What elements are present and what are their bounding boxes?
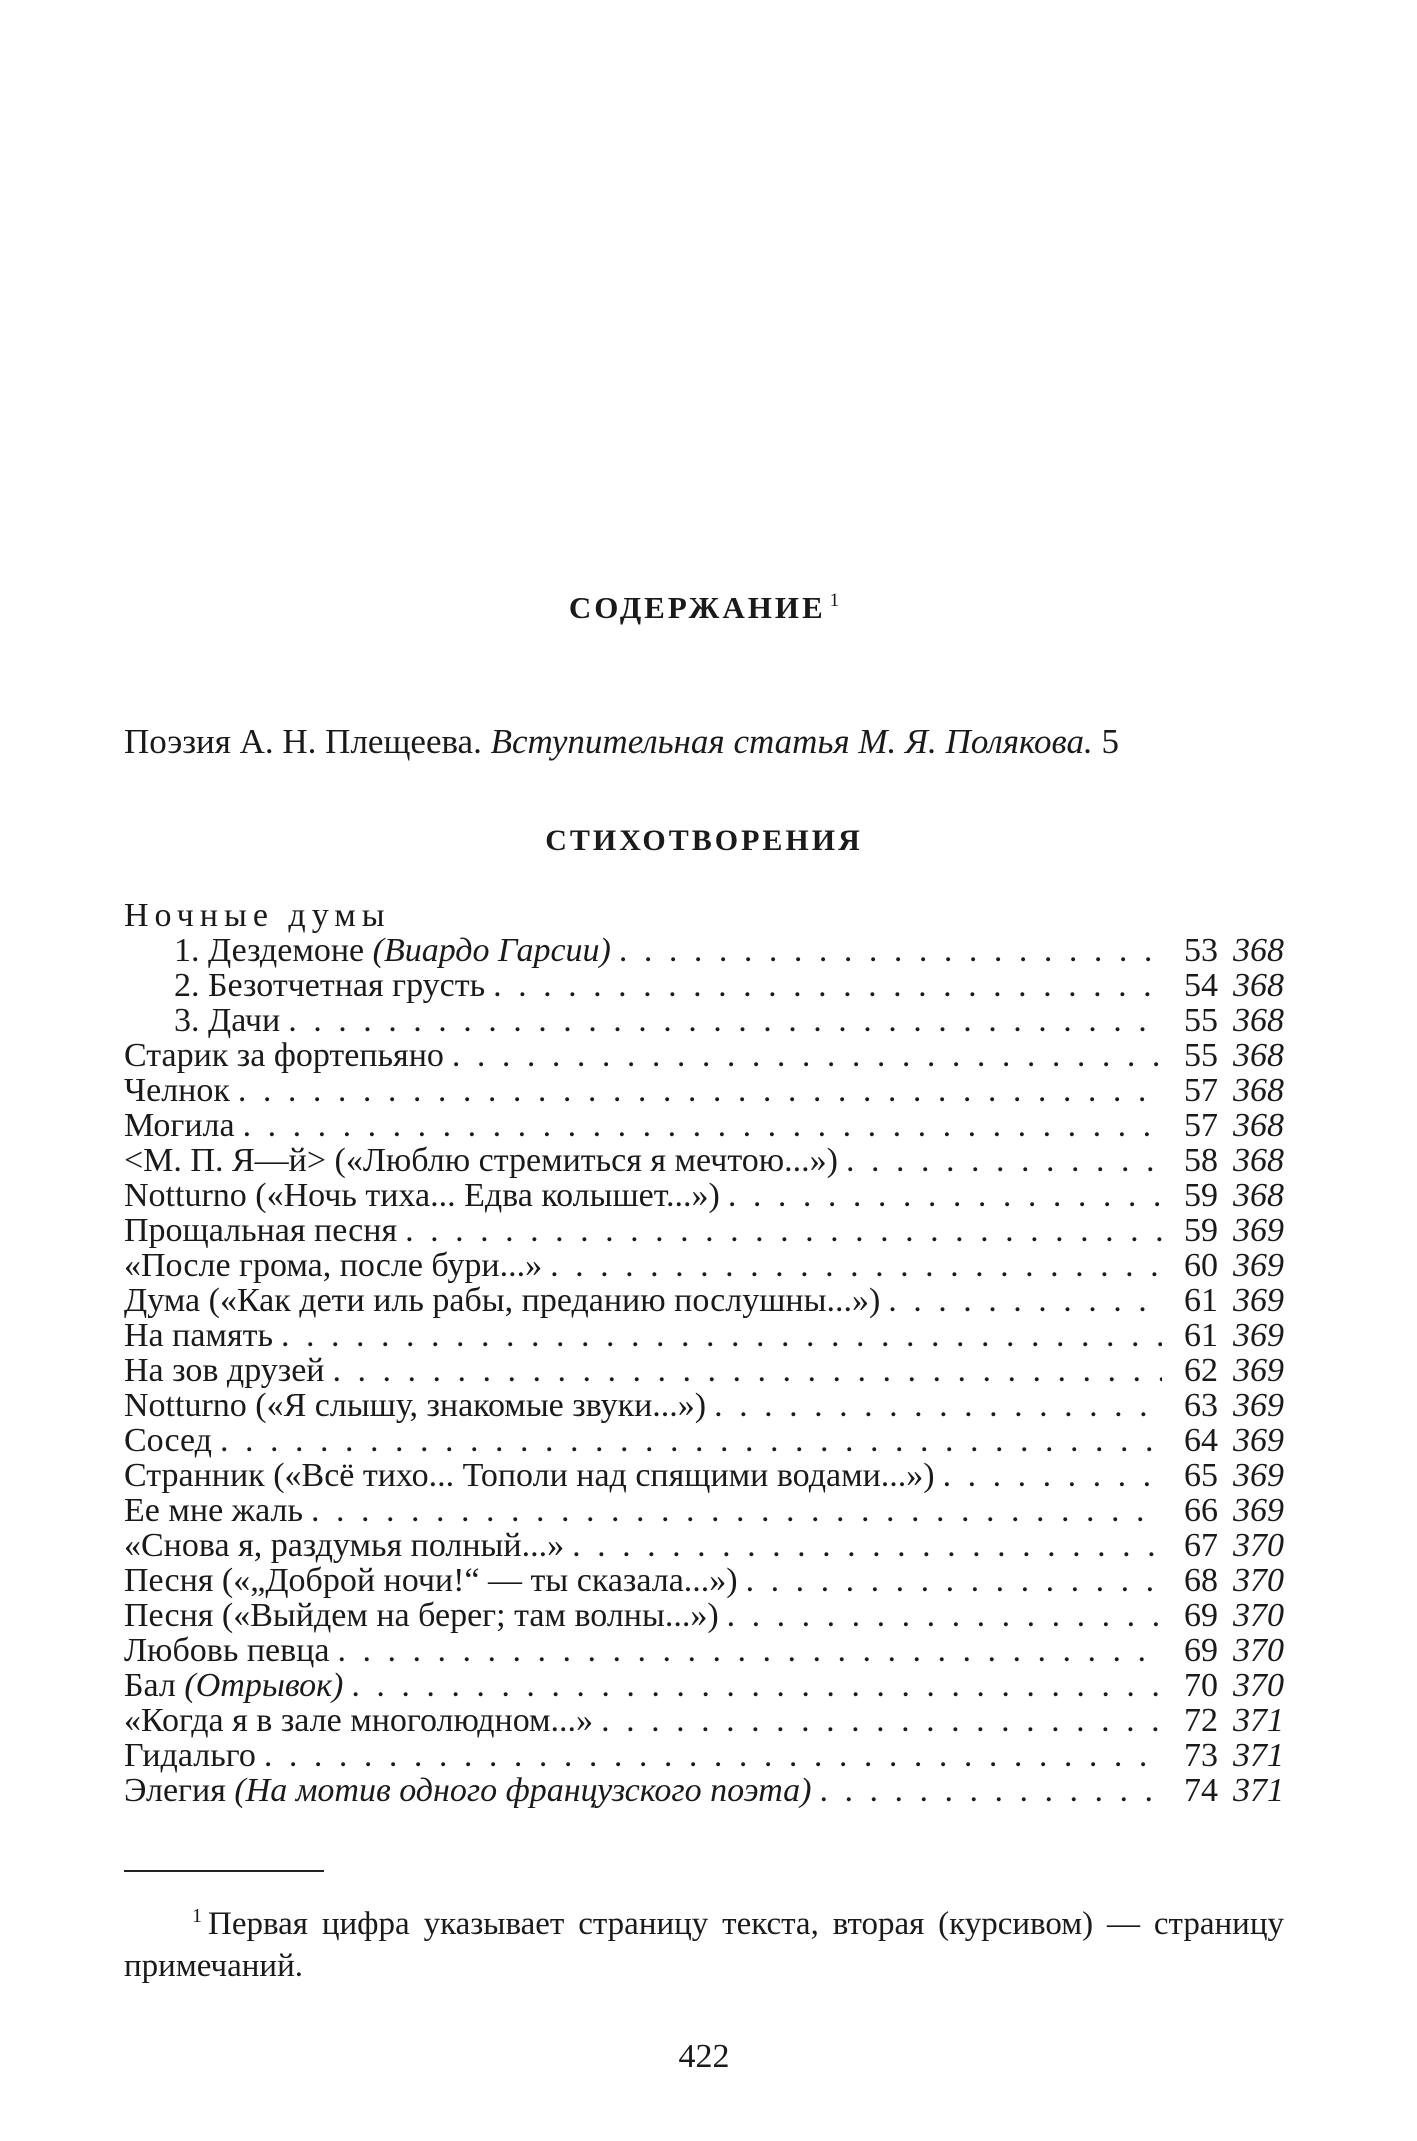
toc-entry	[124, 1248, 1284, 1283]
toc-entry-title	[124, 1003, 280, 1038]
toc-notes-page-number: 369	[1233, 1457, 1284, 1494]
toc-entry-title	[124, 1738, 256, 1773]
toc-leader-dots	[288, 1003, 1162, 1038]
toc-entry	[124, 1773, 1284, 1808]
toc-notes-page-number: 369	[1233, 1212, 1284, 1249]
toc-leader-dots	[727, 1598, 1162, 1633]
toc-entry	[124, 1423, 1284, 1458]
toc-entry-title	[124, 1213, 397, 1248]
toc-notes-page-number: 368	[1233, 1072, 1284, 1109]
toc-notes-page-number: 370	[1233, 1632, 1284, 1669]
toc-text-page-number: 53	[1184, 932, 1218, 969]
footnote-text: Первая цифра указывает страницу текста, вторая (курсивом) — страницу примечаний.	[124, 1906, 1284, 1984]
toc-leader-dots	[264, 1738, 1162, 1773]
toc-entry-title-text: Могила	[124, 1107, 235, 1144]
toc-entry	[124, 1703, 1284, 1738]
toc-entry-title	[124, 1178, 720, 1213]
toc-notes-page-number: 368	[1233, 967, 1284, 1004]
toc-notes-page-number: 369	[1233, 1387, 1284, 1424]
toc-notes-page-number: 368	[1233, 1107, 1284, 1144]
toc-entry-title	[124, 1458, 935, 1493]
toc-entry-title	[124, 1283, 880, 1318]
footnote-mark: 1	[192, 1905, 202, 1927]
toc-notes-page-number: 369	[1233, 1282, 1284, 1319]
toc-text-page-number: 74	[1184, 1772, 1218, 1809]
toc-leader-dots	[311, 1493, 1162, 1528]
toc-entry-title-text: Песня («„Доброй ночи!“ — ты сказала...»)	[124, 1562, 738, 1599]
toc-leader-dots	[728, 1178, 1162, 1213]
toc-entry-title-text: Дума («Как дети иль рабы, преданию послушны...»)	[124, 1282, 881, 1319]
toc-text-page-number: 57	[1184, 1107, 1218, 1144]
toc-notes-page-number: 371	[1233, 1737, 1284, 1774]
toc-entry-title	[124, 1493, 303, 1528]
toc-text-page-number: 67	[1184, 1527, 1218, 1564]
title-text: СОДЕРЖАНИЕ	[568, 590, 826, 625]
toc-entry	[124, 1143, 1284, 1178]
toc-entry	[124, 1108, 1284, 1143]
toc-notes-page-number: 368	[1233, 1037, 1284, 1074]
toc-entry-title-text: 2. Безотчетная грусть	[174, 967, 486, 1004]
toc-notes-page-number: 368	[1233, 932, 1284, 969]
toc-entry	[124, 933, 1284, 968]
toc-entry-title-text: Старик за фортепьяно	[124, 1037, 444, 1074]
book-page	[124, 0, 1284, 2141]
toc-leader-dots	[819, 1773, 1162, 1808]
toc-text-page-number: 58	[1184, 1142, 1218, 1179]
toc-entry-title	[124, 1248, 542, 1283]
toc-entry	[124, 1283, 1284, 1318]
toc-entry-title-text: Песня («Выйдем на берег; там волны...»)	[124, 1597, 719, 1634]
toc-text-page-number: 57	[1184, 1072, 1218, 1109]
toc-entry-title	[124, 1563, 738, 1598]
toc-leader-dots	[493, 968, 1162, 1003]
toc-text-page-number: 68	[1184, 1562, 1218, 1599]
toc-leader-dots	[846, 1143, 1162, 1178]
toc-entry-title	[124, 1143, 838, 1178]
toc-leader-dots	[243, 1108, 1162, 1143]
toc-entry	[124, 1598, 1284, 1633]
toc-entry	[124, 1073, 1284, 1108]
toc-text-page-number: 55	[1184, 1002, 1218, 1039]
toc-entry-title	[124, 1353, 325, 1388]
title-footnote-mark: 1	[829, 590, 840, 611]
footnote	[124, 1895, 1284, 1987]
toc-entry-title	[124, 1038, 444, 1073]
toc-leader-dots	[714, 1388, 1162, 1423]
toc-leader-dots	[238, 1073, 1162, 1108]
intro-page-number: 5	[1101, 722, 1119, 761]
toc-notes-page-number: 370	[1233, 1562, 1284, 1599]
toc-entry-title-text: Любовь певца	[124, 1632, 330, 1669]
toc-notes-page-number: 371	[1233, 1702, 1284, 1739]
toc-notes-page-number: 369	[1233, 1247, 1284, 1284]
toc-entry	[124, 968, 1284, 1003]
toc-entry-title	[124, 1318, 273, 1353]
toc-entry-title-italic: (Виардо Гарсии)	[372, 932, 611, 969]
toc-text-page-number: 59	[1184, 1212, 1218, 1249]
toc-entry-title-text: На зов друзей	[124, 1352, 325, 1389]
toc-entry-title	[124, 1598, 719, 1633]
toc-entry-title-text: «Когда я в зале многолюдном...»	[124, 1702, 594, 1739]
toc-notes-page-number: 368	[1233, 1177, 1284, 1214]
toc-notes-page-number: 369	[1233, 1317, 1284, 1354]
intro-entry	[124, 718, 1284, 766]
toc-leader-dots	[351, 1668, 1162, 1703]
toc-text-page-number: 65	[1184, 1457, 1218, 1494]
page-title	[124, 590, 1284, 626]
toc-notes-page-number: 370	[1233, 1527, 1284, 1564]
toc-notes-page-number: 369	[1233, 1422, 1284, 1459]
toc-entry-title	[124, 1073, 230, 1108]
toc-text-page-number: 54	[1184, 967, 1218, 1004]
toc-text-page-number: 70	[1184, 1667, 1218, 1704]
table-of-contents	[124, 898, 1284, 1808]
toc-leader-dots	[337, 1633, 1162, 1668]
toc-text-page-number: 55	[1184, 1037, 1218, 1074]
toc-entry	[124, 1038, 1284, 1073]
toc-entry-title-text: «Снова я, раздумья полный...»	[124, 1527, 565, 1564]
toc-entry-title	[124, 1423, 212, 1458]
toc-leader-dots	[333, 1353, 1163, 1388]
toc-notes-page-number: 368	[1233, 1142, 1284, 1179]
toc-text-page-number: 60	[1184, 1247, 1218, 1284]
toc-entry-title-text: 1. Дездемоне	[174, 932, 373, 969]
toc-entry-title-text: Челнок	[124, 1072, 230, 1109]
section-title: СТИХОТВОРЕНИЯ	[545, 824, 863, 857]
toc-entry	[124, 1563, 1284, 1598]
toc-leader-dots	[405, 1213, 1162, 1248]
toc-entry	[124, 1318, 1284, 1353]
toc-entry-title	[124, 933, 611, 968]
footnote-divider	[124, 1870, 324, 1872]
toc-text-page-number: 66	[1184, 1492, 1218, 1529]
toc-entry-title-text: Ее мне жаль	[124, 1492, 304, 1529]
toc-entry	[124, 1213, 1284, 1248]
toc-entry-title-text: Сосед	[124, 1422, 212, 1459]
toc-text-page-number: 69	[1184, 1597, 1218, 1634]
toc-entry-title	[124, 1668, 343, 1703]
toc-leader-dots	[601, 1703, 1162, 1738]
toc-entry-title-text: «После грома, после бури...»	[124, 1247, 543, 1284]
toc-entry-title	[124, 1773, 811, 1808]
toc-entry-title-italic: (На мотив одного французского поэта)	[234, 1772, 812, 1809]
toc-text-page-number: 73	[1184, 1737, 1218, 1774]
toc-leader-dots	[452, 1038, 1162, 1073]
toc-text-page-number: 59	[1184, 1177, 1218, 1214]
toc-entry-title	[124, 1388, 706, 1423]
toc-text-page-number: 72	[1184, 1702, 1218, 1739]
toc-entry-title	[124, 1703, 593, 1738]
toc-entry-title	[124, 1528, 564, 1563]
toc-text-page-number: 62	[1184, 1352, 1218, 1389]
toc-entry-title-italic: (Отрывок)	[184, 1667, 344, 1704]
toc-entry-title-text: Элегия	[124, 1772, 235, 1809]
toc-entry-title	[124, 1108, 235, 1143]
toc-leader-dots	[943, 1458, 1162, 1493]
toc-notes-page-number: 371	[1233, 1772, 1284, 1809]
toc-entry-title-text: На память	[124, 1317, 273, 1354]
toc-notes-page-number: 370	[1233, 1597, 1284, 1634]
toc-group-heading	[124, 898, 1284, 933]
toc-leader-dots	[572, 1528, 1162, 1563]
toc-leader-dots	[281, 1318, 1162, 1353]
toc-notes-page-number: 369	[1233, 1352, 1284, 1389]
toc-entry-title-text: Notturno («Ночь тиха... Едва колышет...»)	[124, 1177, 720, 1214]
toc-leader-dots	[746, 1563, 1162, 1598]
toc-entry	[124, 1493, 1284, 1528]
intro-author-text: Поэзия А. Н. Плещеева.	[124, 722, 491, 761]
toc-entry-title-text: Гидальго	[124, 1737, 256, 1774]
toc-entry-title-text: Прощальная песня	[124, 1212, 398, 1249]
toc-entry-title-text: Бал	[124, 1667, 185, 1704]
toc-entry	[124, 1388, 1284, 1423]
toc-entry	[124, 1003, 1284, 1038]
toc-text-page-number: 63	[1184, 1387, 1218, 1424]
intro-article-text: Вступительная статья М. Я. Полякова.	[490, 722, 1093, 761]
toc-text-page-number: 61	[1184, 1317, 1218, 1354]
toc-entry-title	[124, 968, 485, 1003]
toc-entry	[124, 1458, 1284, 1493]
toc-entry-title-text: Ночные думы	[124, 897, 391, 934]
toc-leader-dots	[550, 1248, 1162, 1283]
toc-text-page-number: 64	[1184, 1422, 1218, 1459]
toc-notes-page-number: 370	[1233, 1667, 1284, 1704]
toc-entry	[124, 1633, 1284, 1668]
toc-entry	[124, 1738, 1284, 1773]
toc-entry	[124, 1353, 1284, 1388]
toc-leader-dots	[220, 1423, 1162, 1458]
toc-entry-title-text: <М. П. Я—й> («Люблю стремиться я мечтою...»)	[124, 1142, 838, 1179]
toc-entry-title	[124, 1633, 329, 1668]
toc-entry	[124, 1178, 1284, 1213]
toc-entry-title-text: 3. Дачи	[174, 1002, 281, 1039]
toc-entry-title-text: Notturno («Я слышу, знакомые звуки...»)	[124, 1387, 707, 1424]
toc-entry	[124, 1528, 1284, 1563]
toc-entry	[124, 1668, 1284, 1703]
toc-text-page-number: 61	[1184, 1282, 1218, 1319]
toc-entry-title-text: Странник («Всё тихо... Тополи над спящими водами...»)	[124, 1457, 935, 1494]
toc-text-page-number: 69	[1184, 1632, 1218, 1669]
toc-notes-page-number: 369	[1233, 1492, 1284, 1529]
toc-notes-page-number: 368	[1233, 1002, 1284, 1039]
toc-leader-dots	[619, 933, 1162, 968]
toc-entry-title	[124, 898, 391, 933]
page-number: 422	[678, 2038, 730, 2075]
toc-leader-dots	[888, 1283, 1162, 1318]
